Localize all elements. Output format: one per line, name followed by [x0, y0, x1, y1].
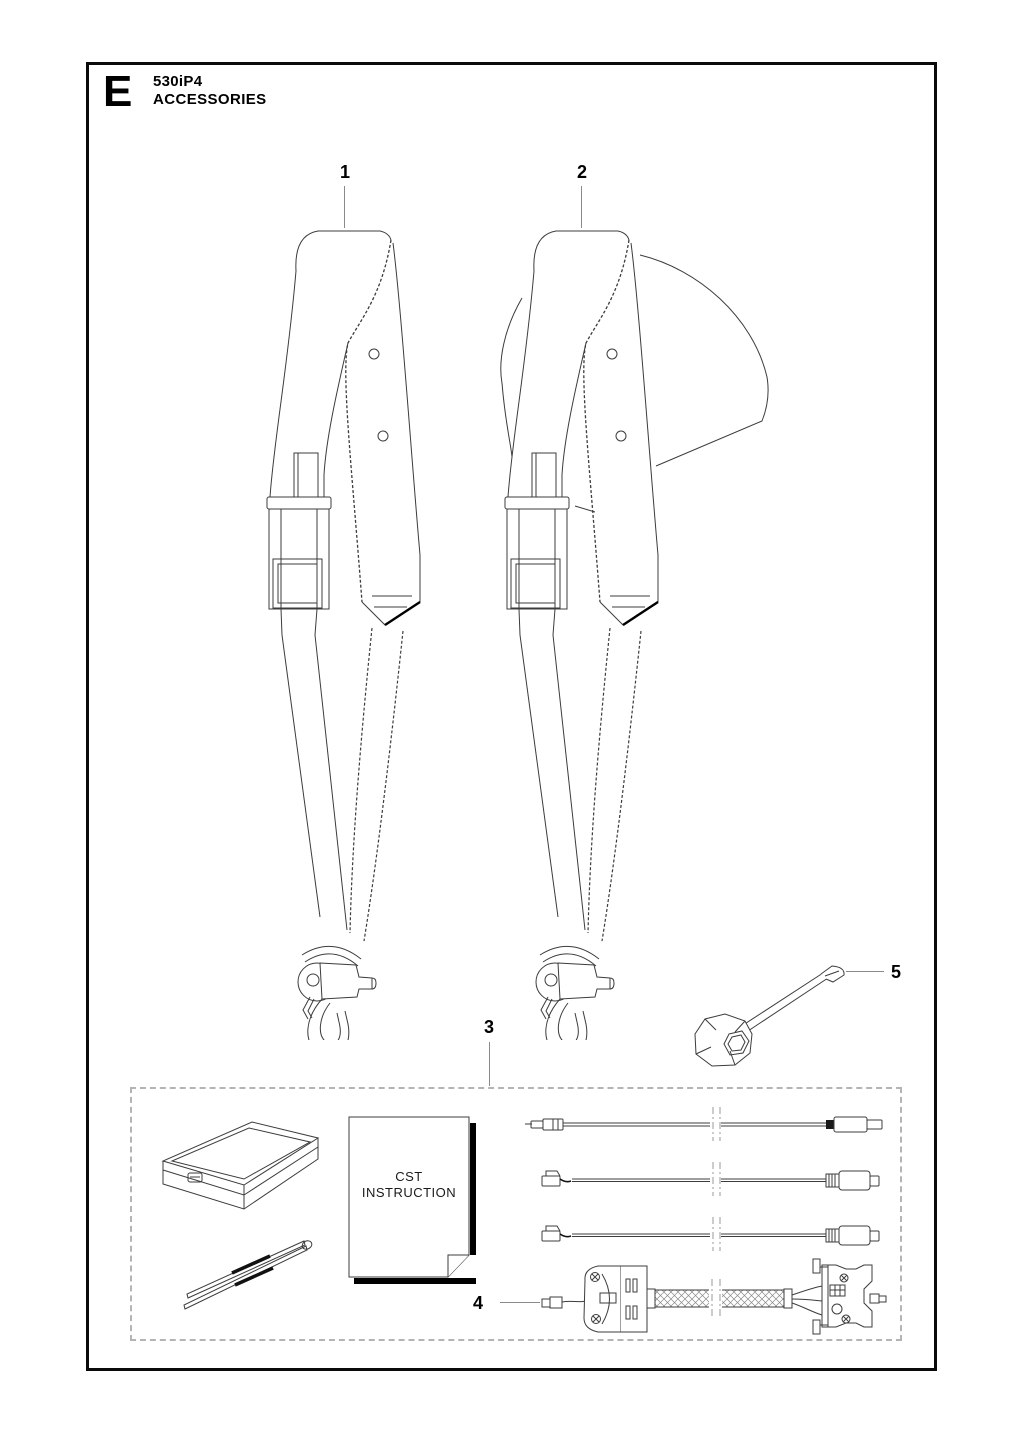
storage-case-drawing	[163, 1122, 318, 1209]
leader-line-3	[489, 1042, 490, 1086]
combination-wrench-drawing	[685, 950, 910, 1080]
section-letter: E	[103, 67, 133, 116]
booklet-title-line2: INSTRUCTION	[361, 1185, 457, 1200]
cable-1-drawing	[525, 1107, 882, 1141]
leader-line-2	[581, 186, 582, 228]
cable-2-drawing	[542, 1162, 879, 1196]
instruction-booklet-drawing	[349, 1117, 476, 1284]
harness-assembly-drawing	[542, 1259, 886, 1334]
shoulder-strap-1-drawing	[260, 225, 525, 1040]
callout-1: 1	[339, 162, 350, 182]
callout-5: 5	[890, 962, 901, 982]
kit-contents-drawing	[132, 1089, 900, 1339]
callout-2: 2	[576, 162, 587, 182]
leader-line-1	[344, 186, 345, 228]
tweezers-drawing	[184, 1239, 313, 1309]
model-number: 530iP4	[153, 73, 203, 90]
cable-3-drawing	[542, 1217, 879, 1251]
booklet-title-line1: CST	[395, 1169, 423, 1184]
callout-3: 3	[483, 1017, 494, 1037]
kit-contents-box	[130, 1087, 902, 1341]
page-title: ACCESSORIES	[153, 91, 267, 108]
callout-4: 4	[472, 1293, 483, 1313]
shoulder-strap-2-with-pad-drawing	[498, 225, 780, 1040]
